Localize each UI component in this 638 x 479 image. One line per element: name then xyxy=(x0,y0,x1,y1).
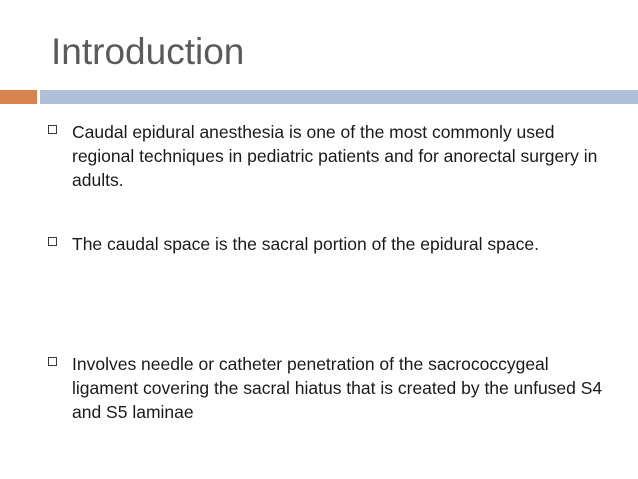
checkbox-bullet-icon xyxy=(48,357,57,366)
checkbox-bullet-icon xyxy=(48,237,57,246)
title-accent-bar-blue xyxy=(40,90,638,104)
bullet-text: Involves needle or catheter penetration of the sacrococcygeal ligament covering the sacral hiatus that is created by the unfused S4 and S5 laminae xyxy=(72,354,603,422)
slide-title: Introduction xyxy=(51,31,245,72)
bullet-text: Caudal epidural anesthesia is one of the most commonly used regional techniques in pediatric patients and for anorectal surgery in adults. xyxy=(72,122,598,190)
title-accent-bar-orange xyxy=(0,90,37,104)
checkbox-bullet-icon xyxy=(48,125,57,134)
bullet-text: The caudal space is the sacral portion of the epidural space. xyxy=(72,234,539,254)
